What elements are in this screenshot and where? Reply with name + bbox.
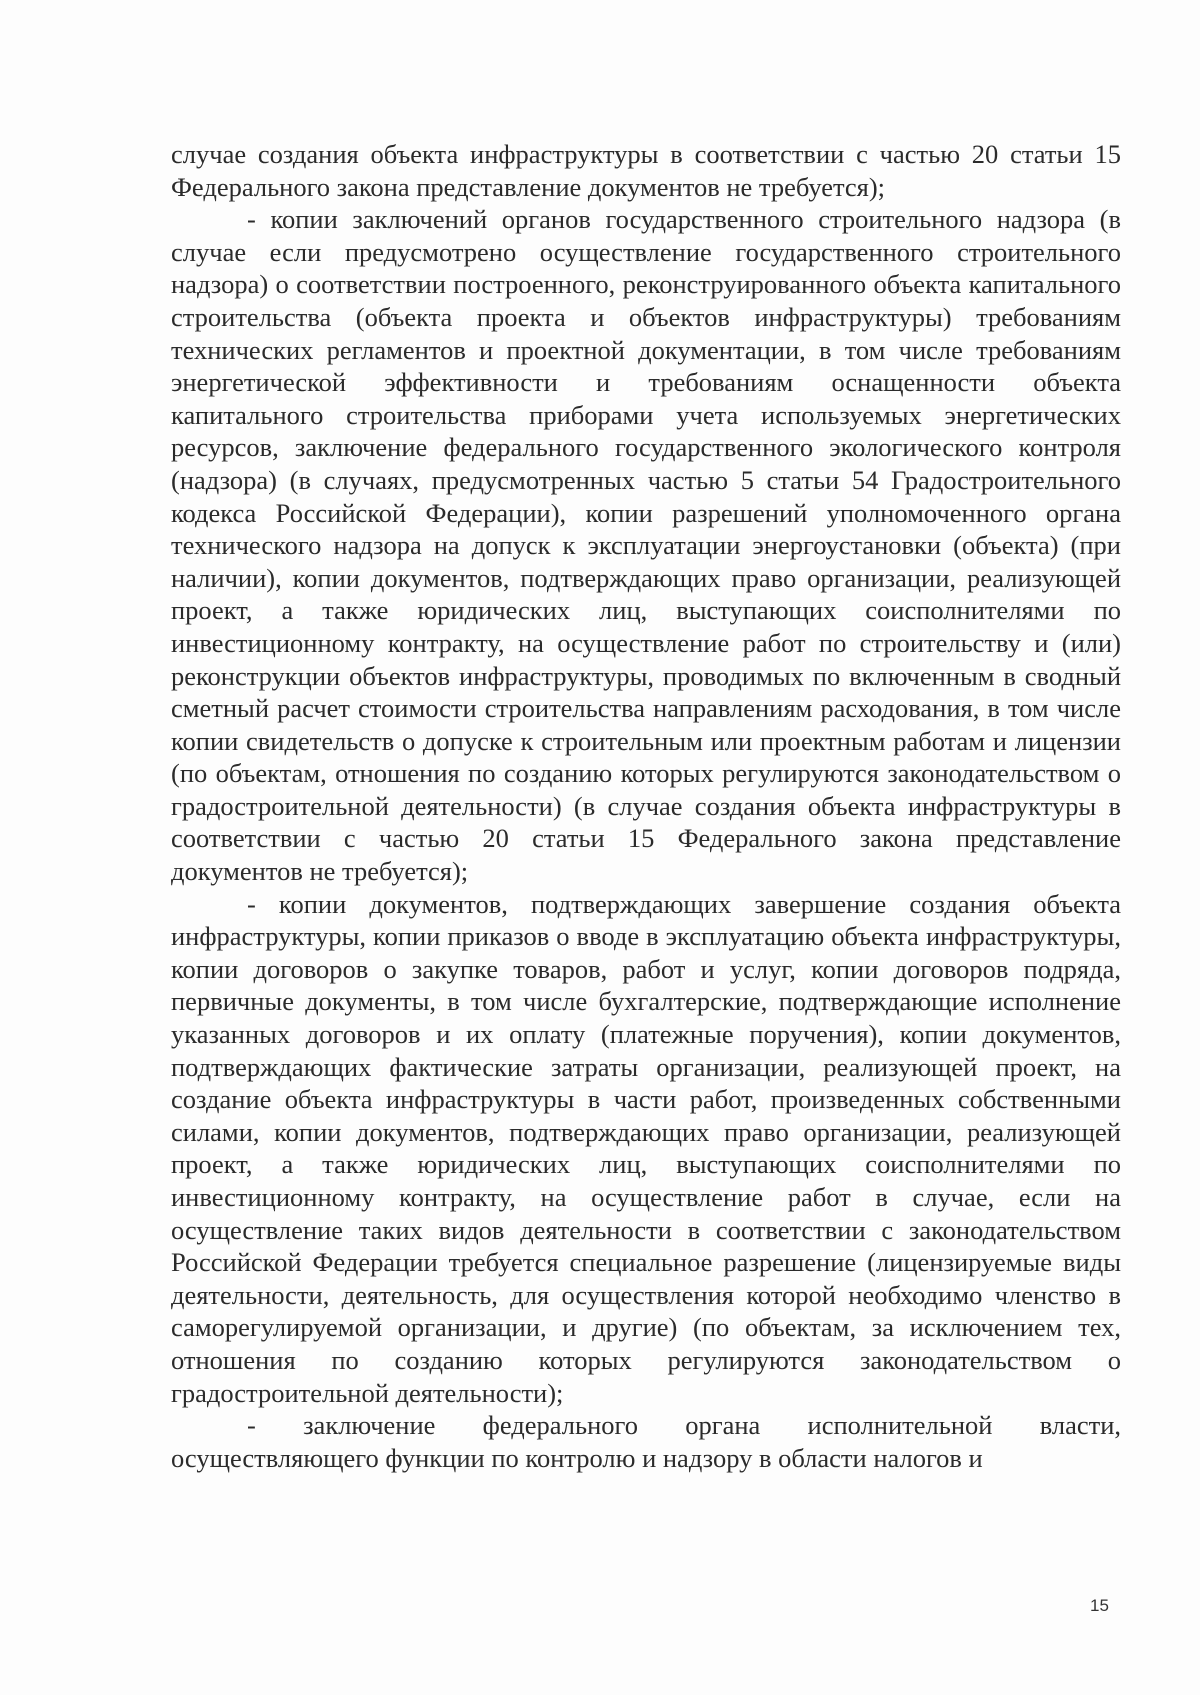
document-body <box>171 138 1121 1474</box>
page-number: 15 <box>1090 1596 1109 1615</box>
paragraph-tax-authority-conclusion: - заключение федерального органа исполнительной власти, осуществляющего функции по контролю и надзору в области налогов и <box>171 1410 1121 1473</box>
paragraph-completion-documents: - копии документов, подтверждающих завершение создания объекта инфраструктуры, копии приказов о вводе в эксплуатацию объекта инфраструктуры, копии договоров о закупке товаров, работ и услуг, копии договоров подряда, первичные документы, в том числе бухгалтерские, подтверждающие исполнение указанных договоров и их оплату (платежные поручения), копии документов, подтверждающих фактические затраты организации, реализующей проект, на создание объекта инфраструктуры в части работ, произведенных собственными силами, копии документов, подтверждающих право организации, реализующей проект, а также юридических лиц, выступающих соисполнителями по инвестиционному контракту, на осуществление работ в случае, если на осуществление таких видов деятельности в соответствии с законодательством Российской Федерации требуется специальное разрешение (лицензируемые виды деятельности, деятельность, для осуществления которой необходимо членство в саморегулируемой организации, и другие) (по объектам, за исключением тех, отношения по созданию которых регулируются законодательством о градостроительной деятельности); <box>171 888 1121 1408</box>
paragraph-inspection-conclusions: - копии заключений органов государственного строительного надзора (в случае если предусмотрено осуществление государственного строительного надзора) о соответствии построенного, реконструированного объекта капитального строительства (объекта проекта и объектов инфраструктуры) требованиям технических регламентов и проектной документации, в том числе требованиям энергетической эффективности и требованиям оснащенности объекта капитального строительства приборами учета используемых энергетических ресурсов, заключение федерального государственного экологического контроля (надзора) (в случаях, предусмотренных частью 5 статьи 54 Градостроительного кодекса Российской Федерации), копии разрешений уполномоченного органа технического надзора на допуск к эксплуатации энергоустановки (объекта) (при наличии), копии документов, подтверждающих право организации, реализующей проект, а также юридических лиц, выступающих соисполнителями по инвестиционному контракту, на осуществление работ по строительству и (или) реконструкции объектов инфраструктуры, проводимых по включенным в сводный сметный расчет стоимости строительства направлениям расходования, в том числе копии свидетельств о допуске к строительным или проектным работам и лицензии (по объектам, отношения по созданию которых регулируются законодательством о градостроительной деятельности) (в случае создания объекта инфраструктуры в соответствии с частью 20 статьи 15 Федерального закона представление документов не требуется); <box>171 204 1121 887</box>
paragraph-continuation: случае создания объекта инфраструктуры в соответствии с частью 20 статьи 15 Федерального закона представление документов не требуется); <box>171 139 1121 202</box>
